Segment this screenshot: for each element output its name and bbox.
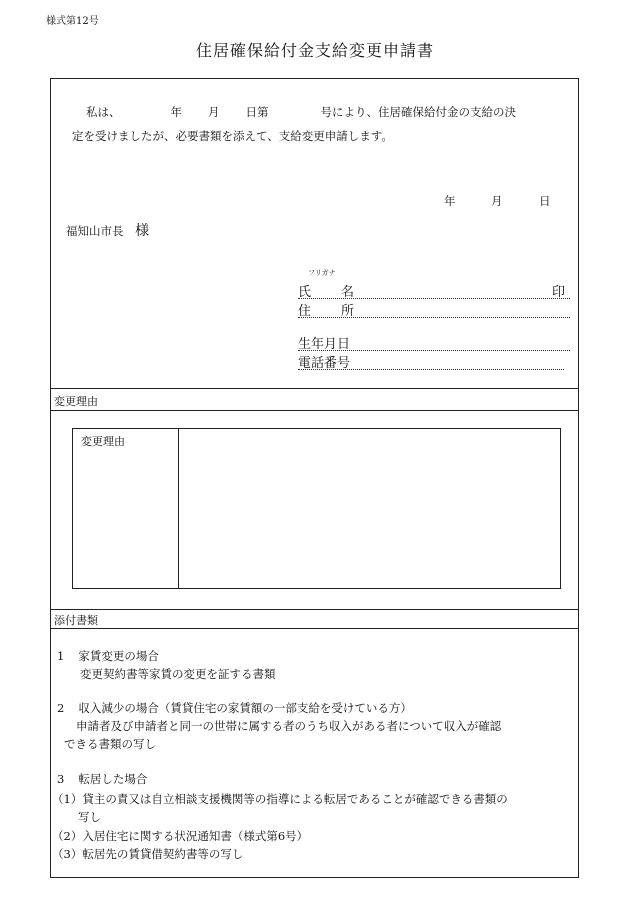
date-year: 年 [444, 194, 456, 208]
attachment-item-3-line-4: （3）転居先の賃貸借契約書等の写し [52, 847, 244, 861]
furigana-label: フリガナ [308, 269, 336, 277]
address-label-char-2: 所 [341, 304, 355, 319]
body-month: 月 [208, 105, 220, 119]
body-line-1 [86, 104, 516, 120]
change-reason-input[interactable] [179, 429, 560, 588]
date-month: 月 [491, 194, 503, 208]
name-field[interactable] [298, 298, 570, 299]
name-label-char-2: 名 [341, 285, 355, 300]
divider [50, 388, 579, 389]
change-reason-table [72, 428, 561, 589]
body-suffix: 号により、住居確保給付金の支給の決 [320, 105, 516, 119]
addressee-honorific: 様 [135, 223, 150, 239]
attachments-section-label: 添付書類 [54, 614, 98, 627]
divider [50, 410, 579, 411]
name-label-char-1: 氏 [298, 285, 312, 300]
divider [50, 609, 579, 610]
attachment-item-3-heading [57, 771, 147, 787]
attachment-item-2-line-1: 申請者及び申請者と同一の世帯に属する者のうち収入がある者について収入が確認 [76, 719, 502, 733]
item-number: 3 [57, 772, 65, 786]
date-day: 日 [539, 194, 551, 208]
phone-label: 電話番号 [298, 356, 351, 371]
item-heading: 収入減少の場合（賃貸住宅の家賃額の一部支給を受けている方） [78, 701, 412, 715]
body-year: 年 [170, 105, 182, 119]
addressee [66, 220, 149, 240]
body-prefix: 私は、 [86, 105, 121, 119]
birthdate-label: 生年月日 [298, 337, 351, 352]
attachment-item-1-heading [57, 648, 159, 664]
addressee-name: 福知山市長 [66, 224, 124, 238]
change-reason-cell-label: 変更理由 [81, 435, 125, 448]
change-reason-section-label: 変更理由 [54, 395, 98, 408]
attachment-item-3-line-1: （1）貸主の責又は自立相談支援機関等の指導による転居であることが確認できる書類の [52, 792, 508, 806]
body-day-no: 日第 [245, 105, 269, 119]
item-number: 1 [57, 649, 65, 663]
attachment-item-3-line-2: 写し [78, 810, 101, 824]
birthdate-field[interactable] [298, 350, 570, 351]
attachment-item-1-line-1: 変更契約書等家賃の変更を証する書類 [80, 667, 276, 681]
seal-mark: 印 [552, 285, 566, 300]
item-number: 2 [57, 701, 65, 715]
item-heading: 転居した場合 [78, 772, 148, 786]
phone-field[interactable] [298, 369, 564, 370]
address-field[interactable] [298, 317, 570, 318]
attachment-item-3-line-3: （2）入居住宅に関する状況通知書（様式第6号） [52, 829, 309, 843]
divider [50, 628, 579, 629]
address-label-char-1: 住 [298, 304, 312, 319]
item-heading: 家賃変更の場合 [78, 649, 159, 663]
form-number: 様式第12号 [46, 16, 99, 27]
attachment-item-2-line-2: できる書類の写し [64, 737, 156, 751]
attachment-item-2-heading [57, 700, 412, 716]
document-title: 住居確保給付金支給変更申請書 [195, 41, 434, 60]
body-line-2: 定を受けましたが、必要書類を添えて、支給変更申請します。 [72, 129, 393, 143]
